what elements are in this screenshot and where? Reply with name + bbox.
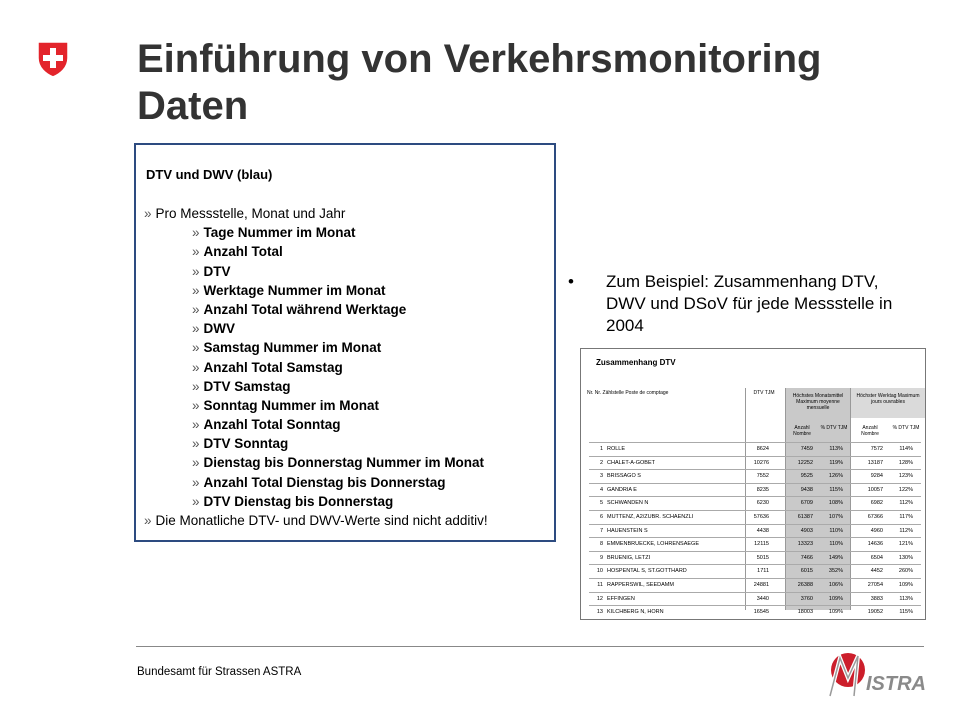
table-row <box>589 510 921 524</box>
astra-logo-text: ISTRA <box>866 673 926 695</box>
table-cell-mmp: 107% <box>828 513 843 520</box>
table-title: Zusammenhang DTV <box>596 358 676 367</box>
table-cell-nr: 12 <box>596 595 603 602</box>
table-cell-mmp: 115% <box>829 486 843 493</box>
dtv-dwv-info-box <box>134 143 556 542</box>
table-cell-name: CHALET-A-GOBET <box>607 459 655 466</box>
table-cell-wtp: 112% <box>899 500 913 507</box>
table-cell-mm: 3760 <box>800 595 813 602</box>
info-box-item-text: Samstag Nummer im Monat <box>203 340 382 356</box>
table-cell-wt: 6504 <box>870 554 883 561</box>
table-row <box>589 469 921 483</box>
table-cell-nr: 1 <box>599 446 603 452</box>
table-cell-name: EFFINGEN <box>607 595 635 602</box>
table-cell-wt: 9284 <box>870 473 883 480</box>
table-cell-wt: 4960 <box>870 527 883 534</box>
table-cell-mm: 13323 <box>797 541 813 548</box>
table-row <box>589 551 921 565</box>
chevron-icon: » <box>192 455 200 471</box>
info-box-item-text: DTV Dienstag bis Donnerstag <box>203 493 394 509</box>
bullet-text: Zum Beispiel: Zusammenhang DTV, DWV und DSoV für jede Messstelle in 2004 <box>606 272 893 335</box>
table-sub-pct-2: % DTV TJM <box>892 425 920 431</box>
info-box-item-text: Anzahl Total Samstag <box>203 359 343 375</box>
table-cell-nr: 4 <box>599 486 603 493</box>
info-box-item-text: DWV <box>203 321 236 337</box>
info-box-item-text: Anzahl Total <box>203 244 283 260</box>
table-cell-name: RAPPERSWIL, SEEDAMM <box>607 581 674 588</box>
table-cell-wtp: 112% <box>899 527 913 534</box>
table-sub-count-1: Anzahl Nombre <box>793 425 811 437</box>
table-cell-dtv: 8624 <box>756 446 769 452</box>
table-cell-name: HAUENSTEIN S <box>607 527 648 534</box>
table-cell-wtp: 130% <box>898 554 913 561</box>
table-cell-wtp: 113% <box>899 595 913 602</box>
table-cell-wt: 27054 <box>867 581 883 588</box>
info-box-item-text: Sonntag Nummer im Monat <box>203 397 380 413</box>
footer-divider <box>136 646 924 647</box>
table-cell-mmp: 109% <box>828 609 843 616</box>
table-cell-dtv: 7552 <box>756 473 769 480</box>
chevron-icon: » <box>192 340 200 356</box>
table-cell-mmp: 108% <box>828 500 843 507</box>
table-cell-dtv: 10276 <box>753 459 769 466</box>
info-box-item <box>136 434 556 453</box>
table-cell-name: EMMENBRUECKE, LOHRENSAEGE <box>607 541 699 548</box>
table-cell-wt: 7572 <box>870 446 883 452</box>
info-box-item-text: Tage Nummer im Monat <box>203 225 356 241</box>
table-cell-wtp: 123% <box>898 473 913 480</box>
table-cell-wtp: 115% <box>899 609 913 616</box>
table-cell-dtv: 5015 <box>756 554 769 561</box>
table-cell-wtp: 114% <box>899 446 913 452</box>
info-box-item <box>136 204 556 223</box>
table-cell-nr: 7 <box>599 527 603 534</box>
info-box-item <box>136 281 556 300</box>
table-cell-mm: 4903 <box>800 527 813 534</box>
table-cell-wt: 19052 <box>867 609 883 616</box>
chevron-icon: » <box>192 359 200 375</box>
table-cell-mmp: 126% <box>828 473 843 480</box>
table-cell-mm: 7459 <box>800 446 813 452</box>
table-sub-count-2: Anzahl Nombre <box>861 425 879 437</box>
table-cell-dtv: 4438 <box>756 527 769 534</box>
info-box-item <box>136 473 556 492</box>
info-box-item <box>136 358 556 377</box>
info-box-item <box>136 396 556 415</box>
info-box-heading: DTV und DWV (blau) <box>146 167 273 182</box>
chevron-icon: » <box>192 493 200 509</box>
chevron-icon: » <box>192 378 200 394</box>
table-row <box>589 592 921 606</box>
table-cell-mm: 12252 <box>797 459 813 466</box>
info-box-item <box>136 262 556 281</box>
table-col-dtv-header: DTV TJM <box>753 390 775 396</box>
table-row <box>589 578 921 592</box>
table-body <box>589 442 921 619</box>
table-cell-mmp: 110% <box>829 527 843 534</box>
table-cell-wt: 10057 <box>867 486 883 493</box>
table-cell-wt: 13187 <box>867 459 883 466</box>
table-cell-mm: 6709 <box>800 500 813 507</box>
table-row <box>589 524 921 538</box>
info-box-item <box>136 511 556 530</box>
table-row <box>589 442 921 456</box>
info-box-item <box>136 223 556 242</box>
bullet-symbol: • <box>568 272 574 291</box>
table-cell-name: ROLLE <box>607 446 626 452</box>
table-cell-mmp: 106% <box>828 581 843 588</box>
table-cell-wtp: 109% <box>898 581 913 588</box>
swiss-coat-of-arms-logo <box>36 40 70 78</box>
page-title: Einführung von Verkehrsmonitoring Daten <box>137 37 822 128</box>
table-cell-dtv: 57636 <box>753 513 769 520</box>
chevron-icon: » <box>144 206 152 221</box>
info-box-item-text: Pro Messstelle, Monat und Jahr <box>155 206 346 221</box>
chevron-icon: » <box>192 474 200 490</box>
table-group-workday-header: Höchster Werktag Maximum jours ouvrables <box>856 393 920 405</box>
table-cell-nr: 8 <box>599 541 603 548</box>
table-cell-wt: 6982 <box>870 500 883 507</box>
table-cell-mmp: 109% <box>828 595 843 602</box>
table-cell-name: HOSPENTAL S, ST.GOTTHARD <box>607 568 687 575</box>
info-box-item-text: Anzahl Total Sonntag <box>203 417 341 433</box>
info-box-item <box>136 415 556 434</box>
table-cell-wtp: 121% <box>898 541 913 548</box>
chevron-icon: » <box>192 282 200 298</box>
table-row <box>589 496 921 510</box>
table-cell-mm: 26388 <box>797 581 813 588</box>
chevron-icon: » <box>192 321 200 337</box>
info-box-item <box>136 242 556 261</box>
astra-logo <box>822 648 932 700</box>
chevron-icon: » <box>144 513 152 528</box>
info-box-item-text: DTV <box>203 263 231 279</box>
table-cell-mm: 61387 <box>797 513 813 520</box>
table-cell-nr: 6 <box>599 513 603 520</box>
table-cell-nr: 5 <box>599 500 603 507</box>
table-cell-mmp: 352% <box>828 568 843 575</box>
chevron-icon: » <box>192 436 200 452</box>
table-cell-mm: 7466 <box>800 554 813 561</box>
table-cell-mm: 18003 <box>797 609 813 616</box>
table-cell-nr: 13 <box>596 609 603 616</box>
table-cell-wt: 14636 <box>867 541 883 548</box>
table-cell-dtv: 16545 <box>753 609 769 616</box>
info-box-item <box>136 377 556 396</box>
table-cell-name: BRISSAGO S <box>607 473 641 480</box>
info-box-item-text: Anzahl Total während Werktage <box>203 301 407 317</box>
table-cell-mmp: 149% <box>828 554 843 561</box>
table-cell-nr: 11 <box>597 581 603 588</box>
table-cell-mmp: 113% <box>829 446 843 452</box>
table-row <box>589 537 921 551</box>
info-box-item-text: Dienstag bis Donnerstag Nummer im Monat <box>203 455 485 471</box>
chevron-icon: » <box>192 244 200 260</box>
table-cell-nr: 2 <box>599 459 603 466</box>
table-sub-pct-1: % DTV TJM <box>820 425 848 431</box>
info-box-item <box>136 300 556 319</box>
table-cell-mm: 9525 <box>800 473 813 480</box>
info-box-list <box>136 204 556 530</box>
table-cell-wt: 3883 <box>870 595 883 602</box>
table-cell-dtv: 1711 <box>757 568 769 575</box>
table-cell-mmp: 119% <box>829 459 843 466</box>
chevron-icon: » <box>192 263 200 279</box>
info-box-item-text: Die Monatliche DTV- und DWV-Werte sind nicht additiv! <box>155 513 488 528</box>
info-box-item-text: Anzahl Total Dienstag bis Donnerstag <box>203 474 446 490</box>
table-cell-name: GANDRIA E <box>607 486 637 493</box>
table-cell-name: MUTTENZ, A2/ZUBR. SCHAENZLI <box>607 513 694 520</box>
info-box-item <box>136 338 556 357</box>
table-cell-wtp: 117% <box>899 513 913 520</box>
table-cell-mmp: 110% <box>829 541 843 548</box>
table-cell-dtv: 24881 <box>753 581 769 588</box>
table-cell-mm: 9438 <box>800 486 813 493</box>
table-cell-nr: 3 <box>599 473 603 480</box>
info-box-item-text: Werktage Nummer im Monat <box>203 282 386 298</box>
table-row <box>589 605 921 619</box>
table-col-location-header: Nr. Nr. Zählstelle Poste de comptage <box>587 390 669 396</box>
info-box-item-text: DTV Sonntag <box>203 436 289 452</box>
table-row <box>589 456 921 470</box>
table-cell-dtv: 3440 <box>756 595 769 602</box>
info-box-item-text: DTV Samstag <box>203 378 291 394</box>
example-bullet <box>568 271 898 337</box>
table-row <box>589 564 921 578</box>
table-cell-nr: 9 <box>599 554 603 561</box>
table-cell-name: BRUENIG, LETZI <box>607 554 651 561</box>
info-box-item <box>136 453 556 472</box>
table-cell-name: KILCHBERG N, HORN <box>607 609 664 616</box>
chevron-icon: » <box>192 417 200 433</box>
table-cell-dtv: 8235 <box>756 486 769 493</box>
chevron-icon: » <box>192 225 200 241</box>
info-box-item <box>136 319 556 338</box>
footer-organization: Bundesamt für Strassen ASTRA <box>137 666 302 678</box>
table-cell-mm: 6015 <box>800 568 813 575</box>
table-cell-wt: 4452 <box>870 568 883 575</box>
info-box-item <box>136 492 556 511</box>
table-cell-wt: 67366 <box>867 513 883 520</box>
table-cell-wtp: 260% <box>898 568 913 575</box>
chevron-icon: » <box>192 397 200 413</box>
table-cell-dtv: 6230 <box>756 500 769 507</box>
table-cell-wtp: 122% <box>898 486 913 493</box>
dtv-relationship-table-image <box>580 348 926 620</box>
table-cell-name: SCHWANDEN N <box>607 500 649 507</box>
chevron-icon: » <box>192 301 200 317</box>
table-group-monthly-header: Höchstes Monatsmittel Maximum moyenne mensuelle <box>792 393 844 411</box>
table-row <box>589 483 921 497</box>
table-cell-dtv: 12115 <box>754 541 769 548</box>
table-cell-wtp: 128% <box>898 459 913 466</box>
table-cell-nr: 10 <box>596 568 603 575</box>
